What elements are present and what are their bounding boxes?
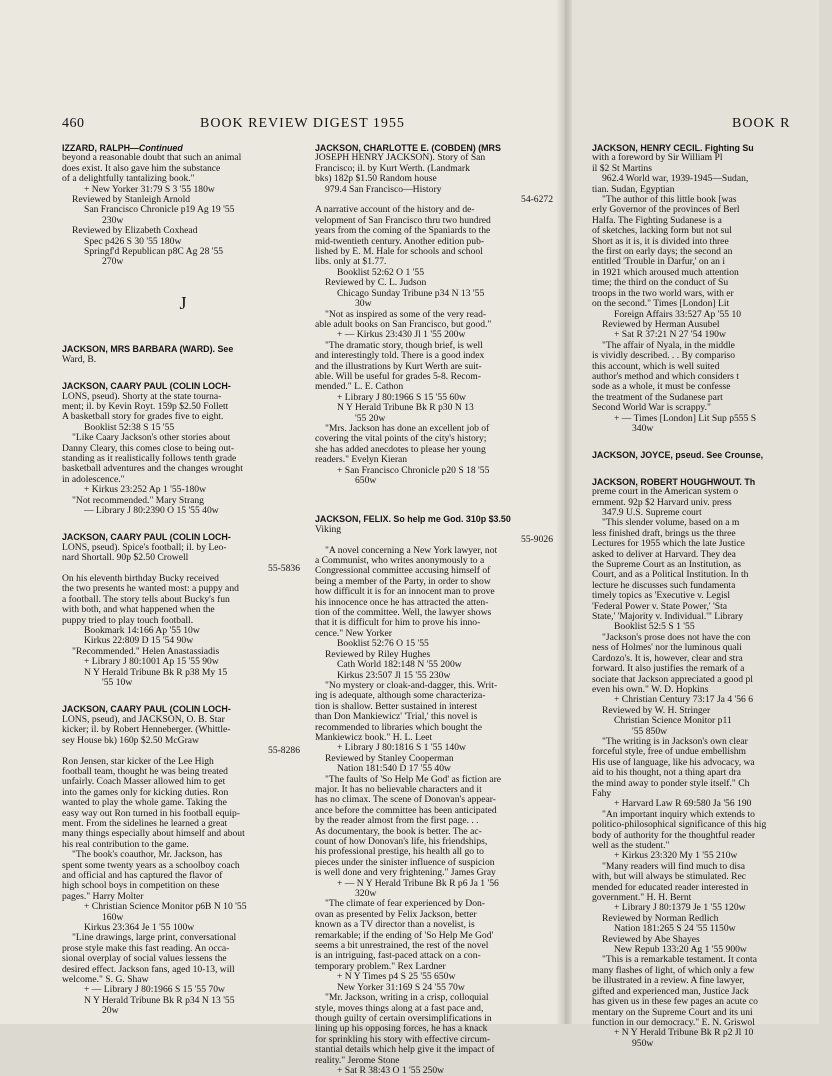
text-line: less finished draft, brings us the three: [592, 527, 736, 539]
text-line: "A novel concerning a New York lawyer, not: [325, 544, 498, 556]
text-line: tian. Sudan, Egyptian: [592, 183, 675, 195]
text-line: basketball adventures and the changes wrought: [62, 463, 243, 475]
text-line: "The writing is in Jackson's own clear: [602, 735, 748, 747]
text-line: Congressional committee accusing himself of: [315, 565, 491, 577]
text-line: 650w: [355, 475, 377, 486]
text-line: seems a bit unrestrained, the rest of the novel: [315, 940, 489, 952]
text-line: has given us in these few pages an acute co: [592, 996, 758, 1008]
text-line: bks) 182p $1.50 Random house: [315, 173, 437, 185]
text-line: + San Francisco Chronicle p20 S 18 '55: [337, 464, 490, 476]
text-line: JOSEPH HENRY JACKSON). Story of San: [315, 152, 486, 164]
text-line: Reviewed by Abe Shayes: [602, 933, 700, 945]
text-line: asked to deliver at Harvard. They dea: [592, 548, 736, 560]
text-line: even his own." W. D. Hopkins: [592, 683, 709, 695]
text-line: + N Y Herald Tribune Bk R p2 Jl 10: [614, 1027, 754, 1039]
text-line: of a delightfully tantalizing book.": [62, 173, 195, 185]
text-line: style, moves things along at a fast pace and,: [315, 1002, 484, 1014]
text-line: Reviewed by Elizabeth Coxhead: [72, 225, 198, 237]
text-line: well as the student.": [592, 840, 670, 851]
text-line: Second World War is scrappy.": [592, 402, 711, 414]
text-line: mid-twentieth century. Another edition pub-: [315, 235, 485, 247]
text-line: 270w: [102, 256, 124, 268]
entry-body: [62, 153, 304, 267]
text-line: kicker; il. by Robert Henneberger. (Whittle-: [62, 724, 231, 736]
text-line: gifted and experienced man, Justice Jack: [592, 985, 749, 997]
text-line: a football. The story tells about Bucky's fun: [62, 593, 230, 605]
text-line: Christian Science Monitor p11: [614, 715, 732, 727]
text-line: does exist. It also gave him the substance: [62, 162, 221, 174]
text-line: LONS, pseud). Shorty at the state tourna-: [62, 390, 222, 402]
text-line: "Like Caary Jackson's other stories about: [72, 432, 231, 444]
text-line: '55 20w: [355, 412, 386, 424]
text-line: is an intriguing, fast-paced attack on a con-: [315, 950, 481, 962]
entry-body: [592, 487, 832, 1049]
text-line: + New Yorker 31:79 S 3 '55 180w: [84, 183, 215, 195]
text-line: San Francisco Chronicle p19 Ag 19 '55: [84, 204, 235, 216]
text-line: aid to his thought, not a thing apart dra: [592, 767, 741, 779]
text-line: football team, thought he was being treated: [62, 765, 228, 777]
text-line: major. It has no believable characters and it: [315, 783, 482, 795]
text-line: 950w: [632, 1037, 654, 1049]
text-line: 30w: [355, 298, 372, 310]
text-line: Reviewed by Riley Hughes: [325, 648, 431, 660]
text-line: Court, and as a Political Institution. In th: [592, 569, 749, 581]
text-line: function in our democracy." E. N. Griswol: [592, 1016, 755, 1028]
running-title: BOOK REVIEW DIGEST 1955: [200, 116, 405, 131]
text-line: being a member of the Party, in order to show: [315, 575, 491, 587]
text-line: "An important inquiry which extends to: [602, 808, 755, 820]
entry-heading: JACKSON, CAARY PAUL (COLIN LOCH-: [62, 704, 231, 715]
text-line: + Kirkus 23:252 Ap 1 '55-180w: [84, 484, 206, 496]
text-line: that it is difficult for him to prove his inno-: [315, 617, 481, 629]
text-line: nard Shortall. 90p $2.50 Crowell: [62, 552, 189, 564]
text-line: troops in the two world wars, with er: [592, 287, 734, 299]
text-line: "Mr. Jackson, writing in a crisp, colloquial: [325, 992, 489, 1004]
text-line: + Sat R 38:43 O 1 '55 250w: [337, 1064, 445, 1076]
text-line: be illustrated in a review. A fine lawyer,: [592, 975, 745, 987]
text-line: + Christian Century 73:17 Ja 4 '56 6: [614, 694, 754, 706]
text-line: ance before the committee has been anticipated: [315, 804, 497, 816]
text-line: and the illustrations by Kurt Werth are suit-: [315, 360, 482, 372]
text-line: 'Federal Power v. State Power,' 'Sta: [592, 600, 728, 612]
text-line: velopment of San Francisco thru two hundred: [315, 214, 491, 226]
text-line: by the reader almost from the first page. . .: [315, 815, 479, 827]
text-line: 55-5836: [268, 562, 300, 574]
text-line: Booklist 52:76 O 15 '55: [337, 638, 429, 650]
text-line: has no climax. The scene of Donovan's appear-: [315, 794, 496, 806]
text-line: with both, and what happened when the: [62, 604, 215, 616]
entry-joyce: [592, 450, 832, 460]
text-line: N Y Herald Tribune Bk R p30 N 13: [337, 402, 474, 414]
text-line: "The faults of 'So Help Me God' as fiction are: [325, 773, 502, 785]
text-line: '55 850w: [632, 725, 668, 737]
text-line: Booklist 52:5 S 1 '55: [614, 621, 695, 633]
page-number: 460: [62, 116, 85, 131]
text-line: mended for educated reader interested in: [592, 881, 749, 893]
text-line: Chicago Sunday Tribune p34 N 13 '55: [337, 287, 485, 299]
text-line: il $2 St Martins: [592, 162, 652, 174]
text-line: erly Governor of the provinces of Berl: [592, 204, 740, 216]
column-left: [62, 143, 304, 1018]
entry-robert: [592, 477, 832, 1049]
text-line: many things especially about himself and about: [62, 828, 245, 840]
facing-running-title: BOOK R: [732, 116, 791, 131]
text-line: As documentary, the book is better. The ac-: [315, 825, 482, 837]
text-line: Nation 181:540 D 17 '55 40w: [337, 763, 451, 775]
text-line: sey House bk) 160p $2.50 McGraw: [62, 734, 199, 746]
text-line: and interestingly told. There is a good index: [315, 350, 485, 362]
text-line: Short as it is, it is divided into three: [592, 235, 729, 247]
text-line: Ward, B.: [62, 353, 97, 365]
text-line: sociate that Jackson appreciated a good pl: [592, 673, 753, 685]
text-line: Reviewed by W. H. Stringer: [602, 704, 711, 716]
text-line: and official and has captured the flavor of: [62, 869, 223, 881]
entry-heading: JACKSON, CAARY PAUL (COLIN LOCH-: [62, 532, 231, 543]
text-line: + Christian Science Monitor p6B N 10 '55: [84, 901, 247, 913]
text-line: recommended to libraries which bought the: [315, 721, 483, 733]
text-line: cence." New Yorker: [315, 627, 392, 639]
text-line: Mankiewicz book." H. L. Leet: [315, 731, 433, 743]
text-line: this account, which is well suited: [592, 360, 720, 372]
entry-spice: [62, 532, 304, 688]
text-line: covering the vital points of the city's history;: [315, 433, 487, 445]
text-line: pieces under the sinister influence of suspicion: [315, 856, 495, 868]
text-line: 230w: [102, 214, 124, 226]
text-line: Foreign Affairs 33:527 Ap '55 10: [614, 308, 742, 320]
entry-body: [62, 715, 304, 1017]
text-line: forward. It also justifies the remark of a: [592, 663, 745, 675]
text-line: tion of the committee. Well, the lawyer shows: [315, 607, 492, 619]
entry-heading: IZZARD, RALPH—: [62, 143, 139, 153]
text-line: + — Times [London] Lit Sup p555 S: [614, 412, 757, 424]
text-line: "The dramatic story, though brief, is well: [325, 339, 483, 351]
text-line: "This slender volume, based on a m: [602, 517, 740, 529]
text-line: Lectures for 1955 which the late Justice: [592, 538, 745, 550]
text-line: in 1921 which aroused much attention: [592, 266, 739, 278]
column-middle: [315, 143, 557, 1076]
text-line: spent some twenty years as a schoolboy coach: [62, 859, 240, 871]
text-line: lished by E. M. Hale for schools and school: [315, 246, 483, 258]
text-line: ment. From the sidelines he learned a great: [62, 817, 228, 829]
text-line: preme court in the American system o: [592, 486, 738, 498]
text-line: is well done and very frightening." James Gray: [315, 867, 496, 879]
text-line: ness of Holmes' nor the luminous quali: [592, 642, 742, 654]
text-line: "Jackson's prose does not have the con: [602, 631, 751, 643]
text-line: timely topics as 'Executive v. Legisl: [592, 590, 731, 602]
text-line: 962.4 World war, 1939-1945—Sudan,: [602, 173, 749, 185]
text-line: count of how Donovan's life, his friendships,: [315, 836, 488, 847]
entry-kicker: [62, 704, 304, 1016]
text-line: Viking: [315, 523, 342, 535]
text-line: "Line drawings, large print, conversational: [72, 932, 237, 944]
entry-heading: JACKSON, CHARLOTTE E. (COBDEN) (MRS: [315, 143, 501, 153]
text-line: State,' 'Majority v. Individual.'" Library: [592, 611, 744, 623]
entry-charlotte: [315, 143, 557, 486]
text-line: with, but will always be stimulated. Rec: [592, 871, 747, 883]
text-line: Fahy: [592, 787, 612, 799]
continued-label: Continued: [138, 143, 183, 153]
text-line: Reviewed by Stanleigh Arnold: [72, 194, 191, 206]
text-line: Booklist 52:62 O 1 '55: [337, 266, 425, 278]
text-line: "Many readers will find much to disa: [602, 860, 745, 872]
text-line: 55-8286: [268, 745, 300, 757]
entry-heading: JACKSON, CAARY PAUL (COLIN LOCH-: [62, 381, 231, 392]
column-right-facing: [592, 143, 832, 1049]
text-line: Reviewed by C. L. Judson: [325, 277, 427, 289]
text-line: "Not recommended." Mary Strang: [72, 494, 204, 506]
text-line: sional overplay of social values lessens the: [62, 953, 227, 965]
text-line: "Mrs. Jackson has done an excellent job of: [325, 422, 490, 434]
text-line: she has added anecdotes to please her young: [315, 443, 486, 455]
text-line: "The book's coauthor, Mr. Jackson, has: [72, 849, 223, 861]
text-line: easy way out Ron turned in his football equip-: [62, 807, 240, 819]
text-line: though guilty of certain oversimplifications in: [315, 1012, 492, 1024]
text-line: the mind away to ponder style itself." Ch: [592, 777, 750, 789]
text-line: Cardozo's. It is, however, clear and stra: [592, 652, 743, 664]
text-line: beyond a reasonable doubt that such an animal: [62, 152, 242, 164]
text-line: + Harvard Law R 69:580 Ja '56 190: [614, 798, 752, 810]
text-line: many flashes of light, of which only a few: [592, 964, 755, 976]
text-line: in adolescence.": [62, 473, 125, 485]
text-line: 20w: [102, 1005, 119, 1017]
text-line: + Library J 80:1001 Ap 15 '55 90w: [84, 656, 219, 668]
text-line: + Kirkus 23:320 My 1 '55 210w: [614, 850, 738, 862]
text-line: + N Y Times p4 S 25 '55 650w: [337, 971, 456, 983]
text-line: entitled 'Trouble in Darfur,' on an i: [592, 256, 726, 268]
text-line: how difficult it is for an innocent man to prove: [315, 586, 495, 598]
text-line: desired effect. Jackson fans, aged 10-13, will: [62, 963, 235, 975]
text-line: ovan as presented by Felix Jackson, better: [315, 908, 477, 920]
text-line: 979.4 San Francisco—History: [325, 183, 442, 195]
entry-body: [315, 153, 557, 486]
text-line: ernment. 92p $2 Harvard univ. press: [592, 496, 732, 508]
text-line: Springf'd Republican p8C Ag 28 '55: [84, 246, 224, 258]
text-line: + — Kirkus 23:430 Jl 1 '55 200w: [337, 329, 466, 341]
text-line: 55-9026: [521, 534, 553, 546]
text-line: 347.9 U.S. Supreme court: [602, 507, 702, 518]
entry-heading: JACKSON, HENRY CECIL. Fighting Su: [592, 143, 754, 153]
text-line: high school boys in competition on these: [62, 880, 220, 892]
text-line: time; the third on the conduct of Su: [592, 277, 729, 289]
text-line: LONS, pseud), and JACKSON, O. B. Star: [62, 713, 225, 725]
text-line: Bookmark 14:166 Ap '55 10w: [84, 625, 200, 637]
text-line: A narrative account of the history and de-: [315, 204, 475, 216]
text-line: 340w: [632, 422, 654, 434]
text-line: Kirkus 23:364 Je 1 '55 100w: [84, 922, 195, 933]
text-line: Danny Cleary, this comes close to being out-: [62, 442, 235, 454]
text-line: — Library J 80:2390 O 15 '55 40w: [84, 504, 219, 516]
entry-shorty: [62, 381, 304, 516]
entry-izzard: [62, 143, 304, 268]
text-line: into the games only for kicking duties. Ron: [62, 786, 229, 798]
text-line: "The author of this little book [was: [602, 194, 737, 206]
entry-body: [62, 543, 304, 689]
text-line: + Library J 80:1966 S 15 '55 60w: [337, 391, 466, 403]
text-line: politico-philosophical significance of this hig: [592, 819, 767, 831]
text-line: puppy tried to play touch football.: [62, 614, 194, 626]
entry-barbara: [62, 344, 304, 365]
text-line: 320w: [355, 888, 377, 900]
text-line: A basketball story for grades five to eight.: [62, 411, 224, 423]
text-line: 160w: [102, 911, 124, 923]
text-line: Kirkus 22:809 D 15 '54 90w: [84, 635, 194, 647]
text-line: '55 10w: [102, 677, 133, 689]
text-line: N Y Herald Tribune Bk R p38 My 15: [84, 666, 228, 678]
text-line: the two presents he wanted most: a puppy and: [62, 583, 239, 595]
text-line: His use of language, like his advocacy, wa: [592, 756, 755, 768]
text-line: mentary on the Supreme Court and its uni: [592, 1006, 753, 1018]
entry-body: [592, 153, 832, 434]
text-line: ment; il. by Kevin Royt. 159p $2.50 Follett: [62, 400, 229, 412]
text-line: is vividly described. . . By compariso: [592, 350, 736, 362]
text-line: Kirkus 23:507 Jl 15 '55 230w: [337, 669, 451, 681]
text-line: known as a TV director than a novelist, is: [315, 919, 475, 931]
text-line: + Sat R 37:21 N 27 '54 190w: [614, 329, 726, 341]
text-line: mended." L. E. Cathon: [315, 381, 404, 393]
text-line: author's method and which considers t: [592, 370, 739, 382]
text-line: than Don Mankiewicz' 'Trial,' this novel is: [315, 711, 478, 723]
text-line: New Yorker 31:169 S 24 '55 70w: [337, 981, 465, 993]
entry-heading: JACKSON, MRS BARBARA (WARD). See: [62, 344, 234, 355]
text-line: the first on early days; the second an: [592, 246, 733, 258]
text-line: unfairly. Coach Masser allowed him to get: [62, 776, 226, 788]
text-line: Nation 181:265 S 24 '55 1150w: [614, 923, 736, 935]
text-line: standing as it realistically follows tenth grade: [62, 452, 237, 464]
text-line: of sketches, lacking form but not sul: [592, 225, 732, 237]
text-line: a Communist, who writes anonymously to a: [315, 555, 485, 567]
entry-heading: JACKSON, JOYCE, pseud. See Crounse,: [592, 450, 764, 461]
entry-heading: JACKSON, FELIX. So help me God. 310p $3.50: [315, 514, 511, 525]
text-line: N Y Herald Tribune Bk R p34 N 13 '55: [84, 994, 235, 1006]
entry-heading: JACKSON, ROBERT HOUGHWOUT. Th: [592, 476, 756, 487]
text-line: with a foreword by Sir William Pl: [592, 152, 723, 164]
text-line: + — N Y Herald Tribune Bk R p6 Ja 1 '56: [337, 877, 499, 889]
text-line: readers." Evelyn Kieran: [315, 454, 408, 466]
text-line: body of authority for the thoughtful reader: [592, 829, 756, 841]
text-line: "The climate of fear experienced by Don-: [325, 898, 486, 910]
text-line: for sprinkling his story with effective circum-: [315, 1033, 491, 1045]
text-line: + Library J 80:1816 S 1 '55 140w: [337, 742, 466, 754]
text-line: Reviewed by Stanley Cooperman: [325, 752, 454, 764]
text-line: prose style make this fast reading. An occa-: [62, 942, 230, 954]
text-line: Spec p426 S 30 '55 180w: [84, 235, 182, 247]
text-line: Cath World 182:148 N '55 200w: [337, 659, 462, 671]
text-line: reality." Jerome Stone: [315, 1054, 400, 1066]
text-line: able. Will be useful for grades 5-8. Recom-: [315, 370, 481, 382]
entry-body: [62, 355, 304, 365]
text-line: On his eleventh birthday Bucky received: [62, 573, 219, 584]
text-line: Reviewed by Norman Redlich: [602, 912, 719, 924]
text-line: government." H. H. Bernt: [592, 892, 692, 904]
text-line: "No mystery or cloak-and-dagger, this. Writ-: [325, 679, 498, 691]
text-line: his real contribution to the game.: [62, 838, 189, 850]
text-line: the Supreme Court as an Institution, as: [592, 559, 741, 571]
text-line: lining up his opposing forces, he has a knack: [315, 1023, 488, 1035]
text-line: stantial details which help give it the impact of: [315, 1044, 495, 1056]
text-line: + — Library J 80:1966 S 15 '55 70w: [84, 984, 225, 996]
text-line: his professional prestige, his health all go to: [315, 846, 484, 858]
text-line: lecture he discusses such fundamenta: [592, 579, 736, 591]
entry-body: [315, 525, 557, 1076]
text-line: his innocence once he has attracted the atten-: [315, 596, 489, 608]
text-line: Booklist 52:38 S 15 '55: [84, 421, 175, 433]
text-line: Francisco; il. by Kurt Werth. (Landmark: [315, 162, 470, 174]
text-line: libs. only at $1.77.: [315, 256, 387, 268]
section-letter: J: [179, 292, 187, 313]
text-line: "This is a remarkable testament. It conta: [602, 954, 757, 966]
text-line: temporary problem." Rex Lardner: [315, 960, 446, 972]
text-line: pages." Harry Molter: [62, 890, 144, 902]
text-line: "Not as inspired as some of the very read-: [325, 308, 487, 320]
text-line: ing is adequate, although some characteriza-: [315, 690, 486, 702]
text-line: wanted to play the whole game. Taking the: [62, 797, 227, 809]
text-line: + Library J 80:1379 Je 1 '55 120w: [614, 902, 746, 914]
text-line: tion is shallow. Better sustained in interest: [315, 700, 478, 712]
text-line: 54-6272: [521, 194, 553, 206]
entry-body: [62, 392, 304, 517]
text-line: "Recommended." Helen Anastassiadis: [72, 645, 220, 657]
text-line: New Repub 133:20 Ag 1 '55 900w: [614, 944, 747, 956]
text-line: forceful style, free of undue embellishm: [592, 746, 746, 758]
text-line: Reviewed by Herman Ausubel: [602, 318, 720, 330]
text-line: years from the coming of the Spaniards to the: [315, 225, 491, 237]
text-line: Ron Jensen, star kicker of the Lee High: [62, 755, 214, 767]
text-line: sode as a whole, it must be confesse: [592, 381, 731, 393]
text-line: the treatment of the Sudanese part: [592, 391, 723, 403]
entry-felix: [315, 514, 557, 1076]
entry-henry: [592, 143, 832, 434]
text-line: LONS, pseud). Spice's football; il. by Leo-: [62, 541, 227, 553]
text-line: Halfa. The Fighting Sudanese is a: [592, 214, 722, 226]
text-line: able adult books on San Francisco, but good.": [315, 318, 492, 330]
text-line: on the second." Times [London] Lit: [592, 298, 730, 310]
text-line: welcome." S. G. Shaw: [62, 974, 149, 986]
text-line: remarkable; if the ending of 'So Help Me God': [315, 929, 494, 941]
text-line: "The affair of Nyala, in the middle: [602, 339, 735, 351]
